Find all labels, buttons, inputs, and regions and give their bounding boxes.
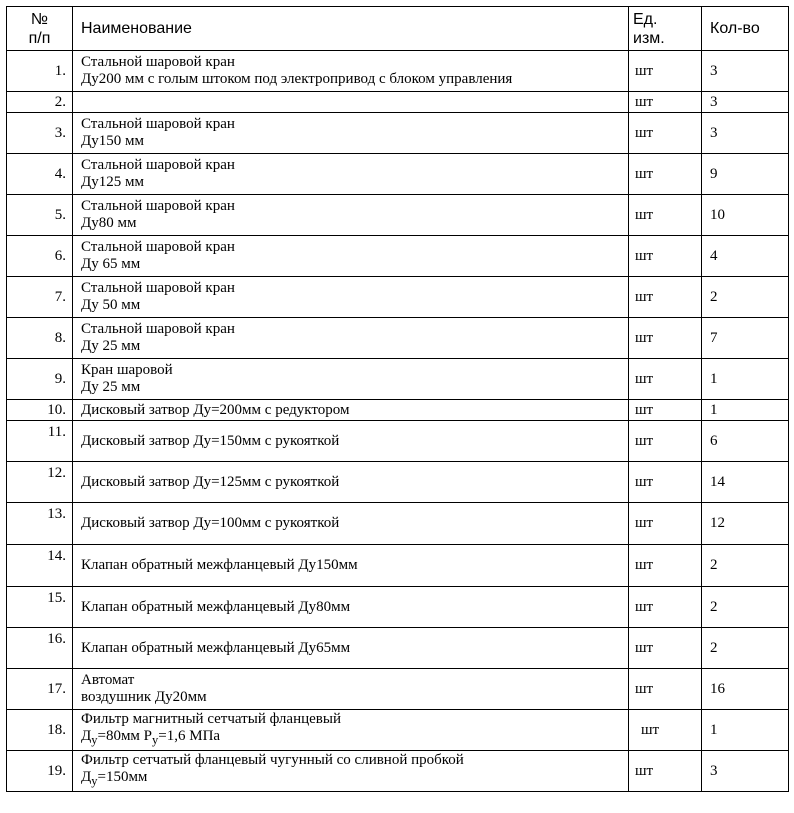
row-number: 3. bbox=[7, 113, 73, 154]
row-unit: шт bbox=[629, 51, 702, 92]
row-quantity: 4 bbox=[702, 236, 789, 277]
table-header-row bbox=[7, 7, 789, 51]
table-row bbox=[7, 421, 789, 462]
table-row bbox=[7, 113, 789, 154]
table-row bbox=[7, 318, 789, 359]
row-name: Дисковый затвор Ду=125мм с рукояткой bbox=[73, 462, 629, 503]
row-quantity: 2 bbox=[702, 587, 789, 628]
row-quantity: 9 bbox=[702, 154, 789, 195]
row-unit: шт bbox=[629, 400, 702, 421]
table-row bbox=[7, 277, 789, 318]
row-quantity: 1 bbox=[702, 400, 789, 421]
row-number: 10. bbox=[7, 400, 73, 421]
row-number: 13. bbox=[7, 503, 73, 545]
row-name: Дисковый затвор Ду=200мм с редуктором bbox=[73, 400, 629, 421]
row-name: Фильтр магнитный сетчатый фланцевый $Д_у=80мм$ $Р_у=1,6$ МПа bbox=[73, 710, 629, 751]
row-name: Автомат воздушник Ду20мм bbox=[73, 669, 629, 710]
row-unit: шт bbox=[629, 545, 702, 587]
row-unit: шт bbox=[629, 751, 702, 792]
header-unit: Ед. изм. bbox=[629, 7, 702, 51]
row-quantity: 2 bbox=[702, 628, 789, 669]
row-unit: шт bbox=[629, 628, 702, 669]
row-quantity: 2 bbox=[702, 545, 789, 587]
row-quantity: 3 bbox=[702, 113, 789, 154]
row-name: Фильтр сетчатый фланцевый чугунный со сливной пробкой $Д_у=150мм$ bbox=[73, 751, 629, 792]
row-quantity: 16 bbox=[702, 669, 789, 710]
row-unit: шт bbox=[629, 236, 702, 277]
row-unit: шт bbox=[629, 92, 702, 113]
row-quantity: 7 bbox=[702, 318, 789, 359]
row-number: 16. bbox=[7, 628, 73, 669]
table-row bbox=[7, 236, 789, 277]
row-number: 18. bbox=[7, 710, 73, 751]
table-row bbox=[7, 751, 789, 792]
row-quantity: 1 bbox=[702, 710, 789, 751]
row-quantity: 1 bbox=[702, 359, 789, 400]
row-quantity: 2 bbox=[702, 277, 789, 318]
row-number: 5. bbox=[7, 195, 73, 236]
header-number: № п/п bbox=[7, 7, 73, 51]
row-quantity: 6 bbox=[702, 421, 789, 462]
row-unit: шт bbox=[629, 669, 702, 710]
table-row bbox=[7, 669, 789, 710]
row-unit: шт bbox=[629, 318, 702, 359]
row-unit: шт bbox=[629, 421, 702, 462]
specification-table bbox=[6, 6, 789, 792]
table-row bbox=[7, 462, 789, 503]
row-name: Стальной шаровой кран Ду 65 мм bbox=[73, 236, 629, 277]
row-unit: шт bbox=[629, 587, 702, 628]
row-name: Стальной шаровой кран Ду80 мм bbox=[73, 195, 629, 236]
row-number: 15. bbox=[7, 587, 73, 628]
row-unit: шт bbox=[629, 195, 702, 236]
row-unit: шт bbox=[629, 462, 702, 503]
header-quantity: Кол-во bbox=[702, 7, 789, 51]
table-row bbox=[7, 710, 789, 751]
row-number: 19. bbox=[7, 751, 73, 792]
table-row bbox=[7, 503, 789, 545]
row-unit: шт bbox=[629, 154, 702, 195]
row-name: Клапан обратный межфланцевый Ду150мм bbox=[73, 545, 629, 587]
table-row bbox=[7, 628, 789, 669]
row-unit: шт bbox=[629, 277, 702, 318]
row-name: Стальной шаровой кран Ду 50 мм bbox=[73, 277, 629, 318]
row-number: 8. bbox=[7, 318, 73, 359]
row-number: 7. bbox=[7, 277, 73, 318]
row-number: 6. bbox=[7, 236, 73, 277]
row-number: 2. bbox=[7, 92, 73, 113]
row-unit: шт bbox=[629, 503, 702, 545]
row-number: 1. bbox=[7, 51, 73, 92]
table-row bbox=[7, 51, 789, 92]
row-name: Клапан обратный межфланцевый Ду65мм bbox=[73, 628, 629, 669]
row-unit: шт bbox=[629, 359, 702, 400]
row-name: Стальной шаровой кран Ду 25 мм bbox=[73, 318, 629, 359]
row-number: 12. bbox=[7, 462, 73, 503]
row-quantity: 10 bbox=[702, 195, 789, 236]
row-unit: шт bbox=[629, 710, 702, 751]
table-row bbox=[7, 359, 789, 400]
row-quantity: 3 bbox=[702, 51, 789, 92]
table-row bbox=[7, 587, 789, 628]
row-number: 11. bbox=[7, 421, 73, 462]
row-name: Стальной шаровой кран Ду125 мм bbox=[73, 154, 629, 195]
header-name: Наименование bbox=[73, 7, 629, 51]
table-row bbox=[7, 545, 789, 587]
row-quantity: 12 bbox=[702, 503, 789, 545]
row-unit: шт bbox=[629, 113, 702, 154]
row-name bbox=[73, 92, 629, 113]
row-name: Дисковый затвор Ду=100мм с рукояткой bbox=[73, 503, 629, 545]
row-quantity: 3 bbox=[702, 751, 789, 792]
table-row bbox=[7, 92, 789, 113]
table-row bbox=[7, 400, 789, 421]
row-number: 17. bbox=[7, 669, 73, 710]
row-name: Стальной шаровой кран Ду150 мм bbox=[73, 113, 629, 154]
row-name: Кран шаровой Ду 25 мм bbox=[73, 359, 629, 400]
row-quantity: 3 bbox=[702, 92, 789, 113]
row-number: 9. bbox=[7, 359, 73, 400]
row-name: Дисковый затвор Ду=150мм с рукояткой bbox=[73, 421, 629, 462]
row-number: 4. bbox=[7, 154, 73, 195]
row-quantity: 14 bbox=[702, 462, 789, 503]
table-row bbox=[7, 195, 789, 236]
row-name: Стальной шаровой кран Ду200 мм с голым штоком под электропривод с блоком управления bbox=[73, 51, 629, 92]
row-number: 14. bbox=[7, 545, 73, 587]
row-name: Клапан обратный межфланцевый Ду80мм bbox=[73, 587, 629, 628]
table-row bbox=[7, 154, 789, 195]
